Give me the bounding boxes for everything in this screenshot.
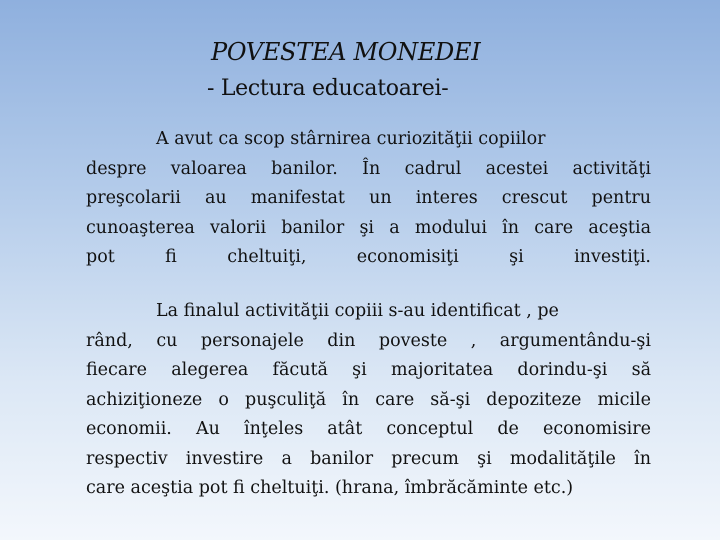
paragraph-line: A avut ca scop stârnirea curiozităţii copiilor (156, 129, 546, 149)
paragraph-line: despre valoarea banilor. În cadrul acestei activităţi (86, 158, 651, 179)
paragraph-line: preşcolarii au manifestat un interes crescut pentru (86, 188, 651, 208)
paragraph-line: respectiv investire a banilor precum şi modalităţile în (86, 448, 651, 469)
paragraph-line: pot fi cheltuiţi, economisiţi şi investiţi. (86, 247, 651, 267)
paragraph-line: La finalul activităţii copiii s-au identificat , pe (156, 301, 559, 321)
paragraph-activity-goal (86, 125, 651, 273)
paragraph-line: fiecare alegerea făcută şi majoritatea dorindu-şi să (86, 360, 651, 380)
slide-title: POVESTEA MONEDEI (211, 38, 481, 66)
paragraph-line: economii. Au înţeles atât conceptul de economisire (86, 419, 651, 439)
paragraph-activity-result (86, 297, 651, 504)
paragraph-line: rând, cu personajele din poveste , argumentându-şi (86, 330, 651, 351)
paragraph-line: care aceştia pot fi cheltuiţi. (hrana, îmbrăcăminte etc.) (86, 478, 574, 498)
paragraph-line: achiziţioneze o puşculiţă în care să-şi depoziteze micile (86, 389, 651, 410)
paragraph-line: cunoaşterea valorii banilor şi a modului în care aceştia (86, 217, 651, 238)
slide-subtitle: - Lectura educatoarei- (207, 76, 449, 101)
